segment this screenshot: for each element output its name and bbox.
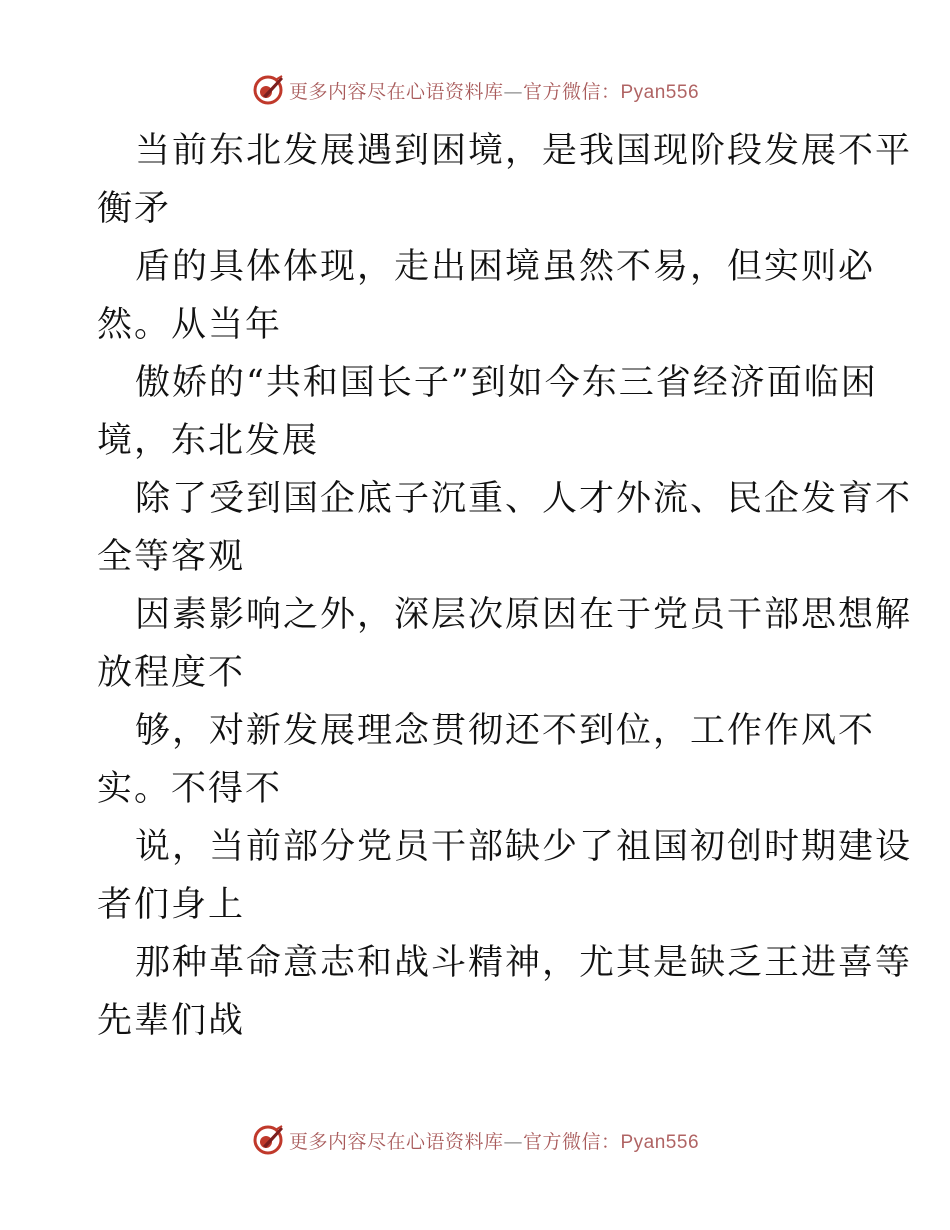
body-line: 除了受到国企底子沉重、人才外流、民企发育不 [135,479,913,519]
header-wechat-id: Pyan556 [620,81,700,103]
document-body [97,122,913,1050]
footer-text: 更多内容尽在心语资料库—官方微信：Pyan556 [288,1130,700,1153]
body-line: 那种革命意志和战斗精神，尤其是缺乏王进喜等 [135,943,913,983]
body-line: 放程度不 [97,653,246,693]
body-line: 因素影响之外，深层次原因在于党员干部思想解 [135,595,913,635]
quill-logo-icon [251,1123,285,1157]
header-banner [0,70,950,110]
body-line: 先辈们战 [97,1001,246,1041]
body-line: 够，对新发展理念贯彻还不到位，工作作风不 [135,711,876,751]
body-line: 境，东北发展 [97,421,320,461]
body-line: 者们身上 [97,885,246,925]
body-line: 当前东北发展遇到困境，是我国现阶段发展不平 [135,131,913,171]
body-line: 全等客观 [97,537,246,577]
body-line: 实。不得不 [97,769,283,809]
quill-logo-icon [251,73,285,107]
body-line: 说，当前部分党员干部缺少了祖国初创时期建设 [135,827,913,867]
body-line: 盾的具体体现，走出困境虽然不易，但实则必 [135,247,876,287]
footer-banner [0,1120,950,1160]
body-line: 傲娇的“共和国长子”到如今东三省经济面临困 [135,363,878,403]
body-line: 然。从当年 [97,305,283,345]
footer-wechat-id: Pyan556 [620,1131,700,1153]
header-text: 更多内容尽在心语资料库—官方微信：Pyan556 [288,80,700,103]
body-line: 衡矛 [97,189,172,229]
